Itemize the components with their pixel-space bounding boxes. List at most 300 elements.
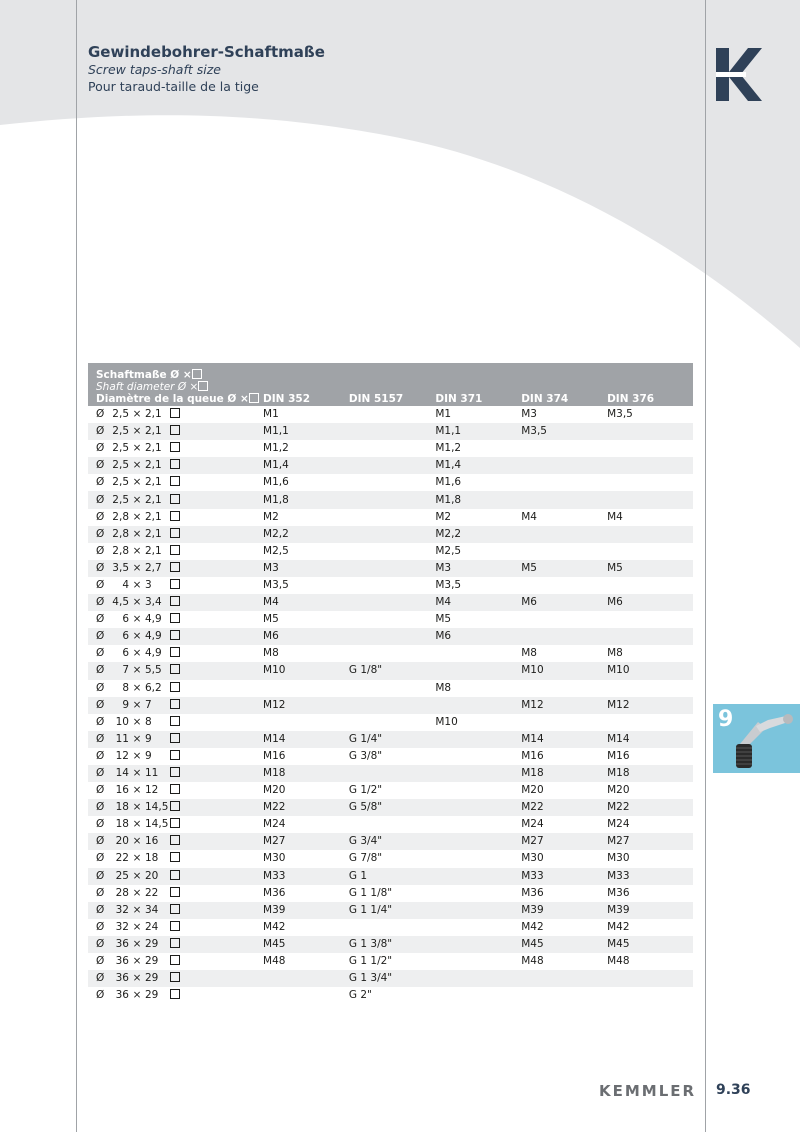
square-icon	[170, 733, 180, 743]
square-size: 11	[145, 767, 159, 780]
kemmler-k-logo-icon	[716, 48, 762, 101]
shaft-diameter: 18	[115, 801, 129, 814]
cell-din376: M42	[607, 920, 630, 933]
table-row	[88, 748, 693, 765]
times-symbol: ×	[132, 442, 142, 455]
cell-din5157	[349, 697, 435, 714]
page-titles	[88, 43, 325, 95]
cell-din352	[263, 714, 349, 731]
table-row	[88, 628, 693, 645]
square-size: 12	[145, 784, 159, 797]
cell-din376	[607, 970, 693, 987]
square-size: 9	[145, 732, 152, 745]
cell-din376: M33	[607, 868, 693, 885]
shaft-dimension-cell	[88, 714, 263, 731]
diameter-symbol: Ø	[96, 937, 105, 950]
square-icon	[170, 784, 180, 794]
cell-din376: M8	[607, 647, 623, 660]
cell-din5157: G 1/8"	[349, 662, 435, 679]
square-size: 2,7	[145, 561, 162, 574]
cell-din374: M27	[521, 833, 607, 850]
shaft-dimension-cell	[88, 662, 263, 679]
cell-din376	[607, 987, 693, 1004]
diameter-symbol: Ø	[96, 510, 105, 523]
shaft-dimension-cell	[88, 731, 263, 748]
cell-din5157: G 1 3/4"	[349, 970, 435, 987]
square-icon	[170, 562, 180, 572]
cell-din376: M18	[607, 765, 693, 782]
cell-din371: M4	[435, 594, 521, 611]
cell-din371: M1,8	[435, 491, 521, 508]
cell-din374	[521, 714, 607, 731]
table-row	[88, 833, 693, 850]
cell-din371: M3	[435, 560, 521, 577]
square-size: 7	[145, 698, 152, 711]
cell-din5157: G 1 1/4"	[349, 902, 435, 919]
square-size: 3,4	[145, 596, 162, 609]
col-header-din376: DIN 376	[607, 363, 693, 406]
cell-din371: M1,4	[435, 457, 521, 474]
square-size: 6,2	[145, 681, 162, 694]
square-size: 4,9	[145, 647, 162, 660]
diameter-symbol: Ø	[96, 476, 105, 489]
col-header-en: Shaft diameter Ø ×	[96, 381, 199, 393]
cell-din352: M45	[263, 936, 349, 953]
cell-din371: M1,1	[435, 423, 521, 440]
times-symbol: ×	[132, 596, 142, 609]
cell-din352: M18	[263, 765, 349, 782]
shaft-diameter: 7	[122, 664, 129, 677]
table-row	[88, 987, 693, 1004]
square-size: 2,1	[145, 408, 162, 421]
cell-din5157	[349, 560, 435, 577]
table-row	[88, 816, 693, 833]
shaft-diameter: 2,5	[112, 442, 129, 455]
cell-din371: M5	[435, 613, 452, 626]
cell-din371	[435, 850, 521, 867]
square-icon	[170, 921, 180, 931]
times-symbol: ×	[132, 989, 142, 1002]
cell-din5157: G 3/8"	[348, 749, 383, 762]
square-size: 29	[145, 989, 159, 1002]
cell-din371	[435, 919, 521, 936]
times-symbol: ×	[132, 715, 142, 728]
times-symbol: ×	[132, 749, 142, 762]
diameter-symbol: Ø	[96, 647, 105, 660]
times-symbol: ×	[132, 955, 142, 968]
cell-din5157	[349, 611, 435, 628]
cell-din5157: G 2"	[348, 989, 372, 1002]
shaft-diameter: 32	[115, 920, 129, 933]
shaft-diameter: 8	[122, 681, 129, 694]
section-number: 9	[718, 707, 734, 732]
cell-din352: M1,4	[263, 457, 349, 474]
cell-din5157	[349, 509, 435, 526]
diameter-symbol: Ø	[96, 408, 105, 421]
table-row	[88, 902, 693, 919]
table-row	[88, 423, 693, 440]
square-size: 22	[145, 886, 159, 899]
cell-din376: M5	[607, 560, 693, 577]
diameter-symbol: Ø	[96, 972, 105, 985]
cell-din376	[607, 423, 693, 440]
diameter-symbol: Ø	[96, 955, 105, 968]
cell-din374: M10	[521, 662, 607, 679]
square-icon	[170, 511, 180, 521]
times-symbol: ×	[132, 801, 142, 814]
times-symbol: ×	[132, 698, 142, 711]
cell-din376	[607, 457, 693, 474]
diameter-symbol: Ø	[96, 596, 105, 609]
diameter-symbol: Ø	[96, 425, 105, 438]
square-size: 4,9	[145, 630, 162, 643]
table-row	[88, 885, 693, 902]
cell-din371: M2,2	[435, 526, 521, 543]
square-icon	[170, 664, 180, 674]
square-size: 3	[145, 578, 152, 591]
table-row	[88, 936, 693, 953]
table-row	[88, 662, 693, 679]
cell-din376: M4	[607, 510, 623, 523]
diameter-symbol: Ø	[96, 442, 105, 455]
shaft-dimension-cell	[88, 782, 263, 799]
shaft-dimension-cell	[88, 645, 263, 662]
shaft-diameter: 18	[115, 818, 129, 831]
square-size: 16	[145, 835, 159, 848]
cell-din352: M27	[263, 833, 349, 850]
cell-din5157	[349, 440, 435, 457]
square-size: 24	[145, 920, 159, 933]
page-title-de: Gewindebohrer-Schaftmaße	[88, 43, 325, 61]
cell-din5157	[349, 765, 435, 782]
diameter-symbol: Ø	[96, 561, 105, 574]
cell-din376: M3,5	[607, 408, 633, 421]
cell-din5157	[349, 457, 435, 474]
shaft-dimension-cell	[88, 611, 263, 628]
cell-din374	[521, 457, 607, 474]
times-symbol: ×	[132, 527, 142, 540]
square-icon	[170, 408, 180, 418]
cell-din374: M36	[521, 886, 544, 899]
square-size: 29	[145, 955, 159, 968]
square-icon	[170, 647, 180, 657]
diameter-symbol: Ø	[96, 715, 105, 728]
square-icon	[170, 955, 180, 965]
shaft-diameter: 6	[122, 613, 129, 626]
shaft-dimension-cell	[88, 577, 263, 594]
cell-din376: M16	[607, 749, 630, 762]
cell-din376: M10	[607, 662, 693, 679]
table-row	[88, 970, 693, 987]
table-row	[88, 457, 693, 474]
shaft-diameter: 2,5	[112, 425, 129, 438]
cell-din352: M1	[263, 408, 279, 421]
cell-din5157: G 3/4"	[349, 833, 435, 850]
cell-din371: M1,2	[435, 442, 462, 455]
times-symbol: ×	[132, 408, 142, 421]
square-icon	[170, 442, 180, 452]
square-size: 5,5	[145, 664, 162, 677]
diameter-symbol: Ø	[96, 613, 105, 626]
col-header-din371: DIN 371	[435, 363, 521, 406]
times-symbol: ×	[132, 613, 142, 626]
cell-din5157	[349, 680, 435, 697]
cell-din376	[607, 714, 693, 731]
shaft-diameter: 10	[115, 715, 129, 728]
square-icon	[170, 989, 180, 999]
cell-din352: M1,2	[263, 442, 289, 455]
cell-din376	[607, 680, 693, 697]
shaft-dimension-cell	[88, 457, 263, 474]
times-symbol: ×	[132, 835, 142, 848]
table-body	[88, 406, 693, 1004]
table-row	[88, 474, 693, 491]
square-size: 2,1	[145, 544, 162, 557]
cell-din352: M22	[263, 799, 349, 816]
square-size: 9	[145, 749, 152, 762]
square-size: 29	[145, 937, 159, 950]
cell-din352: M39	[263, 902, 349, 919]
right-margin-line	[705, 0, 706, 1132]
shaft-dimension-cell	[88, 765, 263, 782]
shaft-diameter: 36	[115, 972, 129, 985]
shaft-dimension-cell	[88, 474, 263, 491]
shaft-dimension-cell	[88, 970, 263, 987]
diameter-symbol: Ø	[96, 903, 105, 916]
shaft-diameter: 11	[115, 732, 129, 745]
diameter-symbol: Ø	[96, 544, 105, 557]
square-size: 2,1	[145, 442, 162, 455]
cell-din371	[435, 902, 521, 919]
diameter-symbol: Ø	[96, 835, 105, 848]
shaft-dimension-cell	[88, 868, 263, 885]
cell-din374: M12	[521, 697, 607, 714]
cell-din352: M30	[263, 852, 286, 865]
table-row	[88, 543, 693, 560]
cell-din374: M14	[521, 731, 607, 748]
square-icon	[170, 545, 180, 555]
cell-din374: M33	[521, 868, 607, 885]
square-icon	[170, 494, 180, 504]
square-icon	[170, 835, 180, 845]
cell-din352: M20	[263, 784, 286, 797]
cell-din352: M6	[263, 628, 349, 645]
cell-din371: M8	[435, 681, 452, 694]
diameter-symbol: Ø	[96, 493, 105, 506]
times-symbol: ×	[132, 886, 142, 899]
cell-din376	[607, 628, 693, 645]
cell-din371	[435, 765, 521, 782]
page-title-en: Screw taps-shaft size	[88, 62, 221, 77]
cell-din374: M45	[521, 936, 607, 953]
square-size: 20	[145, 869, 159, 882]
shaft-diameter: 28	[115, 886, 129, 899]
times-symbol: ×	[132, 459, 142, 472]
cell-din371: M6	[435, 628, 521, 645]
cell-din374: M39	[521, 902, 607, 919]
cell-din352: M2	[263, 510, 279, 523]
cell-din371: M2	[435, 510, 452, 523]
cell-din5157	[349, 714, 435, 731]
square-icon	[170, 870, 180, 880]
cell-din371	[435, 662, 521, 679]
cell-din352	[263, 680, 349, 697]
cell-din352: M24	[263, 818, 286, 831]
left-margin-line	[76, 0, 77, 1132]
shaft-diameter: 20	[115, 835, 129, 848]
cell-din371	[435, 936, 521, 953]
cell-din352: M36	[263, 886, 286, 899]
shaft-dimension-cell	[88, 748, 263, 765]
cell-din371: M1,6	[435, 476, 462, 489]
cell-din352: M16	[263, 749, 286, 762]
cell-din371	[435, 782, 521, 799]
cell-din371	[435, 885, 521, 902]
shaft-dimension-cell	[88, 406, 263, 423]
cell-din376	[607, 577, 693, 594]
cell-din376	[607, 526, 693, 543]
cell-din5157	[349, 628, 435, 645]
shaft-diameter: 6	[122, 647, 129, 660]
times-symbol: ×	[132, 630, 142, 643]
table-header-row	[88, 363, 693, 406]
square-size: 8	[145, 715, 152, 728]
cell-din5157	[349, 543, 435, 560]
square-icon	[170, 528, 180, 538]
table-row	[88, 714, 693, 731]
cell-din376: M36	[607, 886, 630, 899]
shaft-diameter: 25	[115, 869, 129, 882]
square-size: 2,1	[145, 476, 162, 489]
cell-din376: M24	[607, 818, 630, 831]
cell-din374: M5	[521, 560, 607, 577]
shaft-diameter: 2,5	[112, 408, 129, 421]
diameter-symbol: Ø	[96, 578, 105, 591]
cell-din352: M33	[263, 868, 349, 885]
times-symbol: ×	[132, 647, 142, 660]
shaft-dimension-cell	[88, 526, 263, 543]
square-icon	[192, 369, 202, 379]
cell-din352: M8	[263, 647, 279, 660]
table-row	[88, 645, 693, 662]
cell-din376	[607, 491, 693, 508]
cell-din352: M14	[263, 731, 349, 748]
shaft-diameter: 9	[122, 698, 129, 711]
cell-din374: M20	[521, 784, 544, 797]
square-icon	[170, 852, 180, 862]
table-row	[88, 577, 693, 594]
cell-din352: M1,8	[263, 491, 349, 508]
cell-din376: M48	[607, 955, 630, 968]
times-symbol: ×	[132, 767, 142, 780]
table-row	[88, 868, 693, 885]
times-symbol: ×	[132, 784, 142, 797]
square-icon	[170, 818, 180, 828]
times-symbol: ×	[132, 869, 142, 882]
cell-din376: M20	[607, 784, 630, 797]
cell-din5157	[349, 645, 435, 662]
cell-din371: M3,5	[435, 578, 462, 591]
shaft-dimension-cell	[88, 560, 263, 577]
square-icon	[170, 801, 180, 811]
shaft-diameter: 6	[122, 630, 129, 643]
shaft-diameter: 36	[115, 937, 129, 950]
square-size: 2,1	[145, 425, 162, 438]
square-icon	[249, 393, 259, 403]
diameter-symbol: Ø	[96, 852, 105, 865]
shaft-diameter: 4	[122, 578, 129, 591]
cell-din376	[607, 543, 693, 560]
shaft-diameter: 36	[115, 955, 129, 968]
cell-din374: M42	[521, 920, 544, 933]
times-symbol: ×	[132, 578, 142, 591]
times-symbol: ×	[132, 937, 142, 950]
cell-din374	[521, 491, 607, 508]
table-row	[88, 782, 693, 799]
table-row	[88, 509, 693, 526]
diameter-symbol: Ø	[96, 801, 105, 814]
square-icon	[170, 425, 180, 435]
diameter-symbol: Ø	[96, 818, 105, 831]
shaft-diameter: 14	[115, 767, 129, 780]
cell-din374	[521, 680, 607, 697]
times-symbol: ×	[132, 852, 142, 865]
table-row	[88, 680, 693, 697]
cell-din374	[521, 611, 607, 628]
square-size: 2,1	[145, 493, 162, 506]
shaft-diameter: 2,5	[112, 493, 129, 506]
shaft-dimension-cell	[88, 833, 263, 850]
cell-din352: M10	[263, 662, 349, 679]
cell-din5157	[349, 406, 435, 423]
square-size: 2,1	[145, 510, 162, 523]
shaft-dimension-cell	[88, 850, 263, 867]
table-row	[88, 440, 693, 457]
diameter-symbol: Ø	[96, 767, 105, 780]
times-symbol: ×	[132, 425, 142, 438]
diameter-symbol: Ø	[96, 869, 105, 882]
cell-din5157	[349, 491, 435, 508]
table-row	[88, 560, 693, 577]
cell-din371	[435, 731, 521, 748]
square-icon	[170, 613, 180, 623]
page-title-fr: Pour taraud-taille de la tige	[88, 79, 259, 94]
col-header-din374: DIN 374	[521, 363, 607, 406]
diameter-symbol: Ø	[96, 630, 105, 643]
cell-din352: M2,5	[263, 544, 289, 557]
cell-din371	[435, 816, 521, 833]
cell-din5157: G 1 1/2"	[348, 955, 393, 968]
cell-din376	[607, 474, 693, 491]
cell-din352: M5	[263, 613, 279, 626]
cell-din374	[521, 577, 607, 594]
shaft-dimension-cell	[88, 628, 263, 645]
square-size: 29	[145, 972, 159, 985]
cell-din371	[435, 833, 521, 850]
cell-din352: M4	[263, 594, 349, 611]
cell-din374: M24	[521, 818, 544, 831]
shaft-size-table	[88, 363, 693, 1004]
shaft-dimension-cell	[88, 491, 263, 508]
square-size: 18	[145, 852, 159, 865]
cell-din352: M1,6	[263, 476, 289, 489]
shaft-diameter: 2,5	[112, 459, 129, 472]
square-icon	[170, 972, 180, 982]
cell-din5157: G 1/4"	[349, 731, 435, 748]
cell-din5157	[349, 474, 435, 491]
shaft-dimension-cell	[88, 440, 263, 457]
square-size: 4,9	[145, 613, 162, 626]
